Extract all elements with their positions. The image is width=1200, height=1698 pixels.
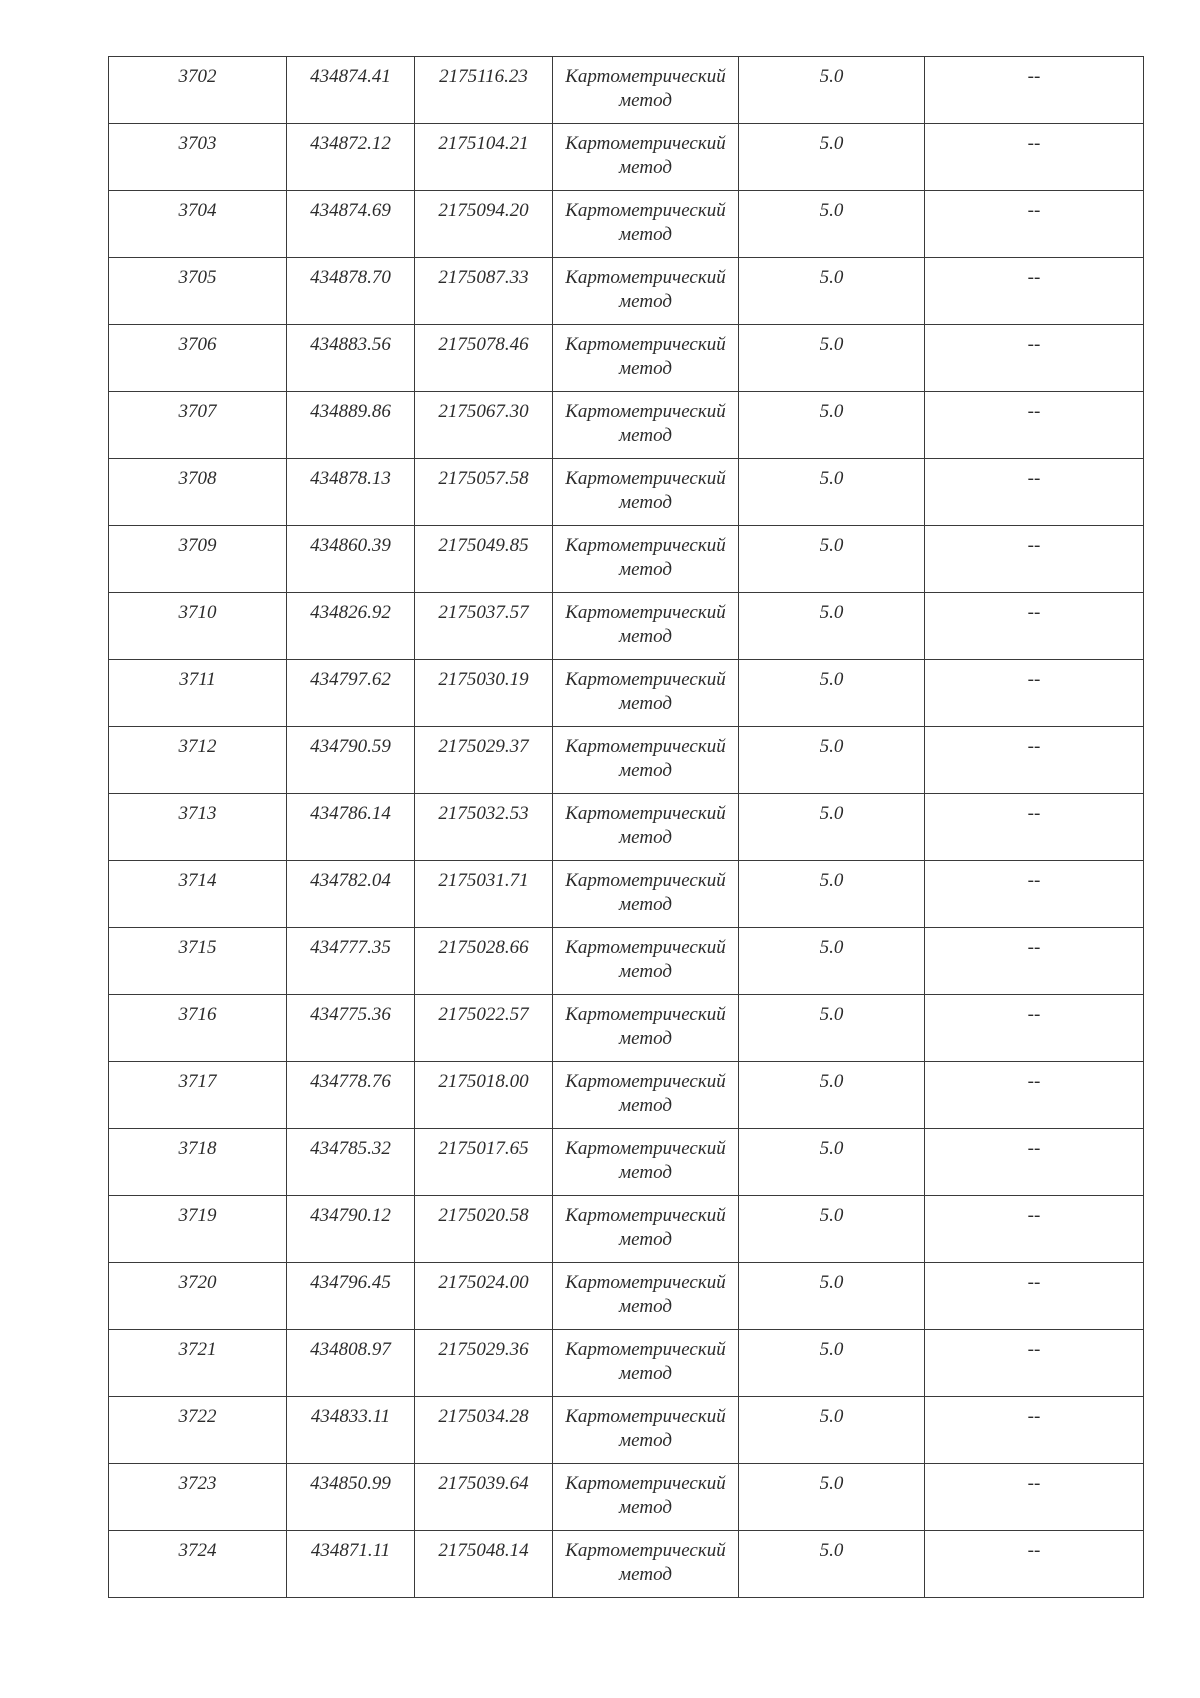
method-line-1: Картометрический	[565, 736, 726, 757]
y-coordinate-cell: 2175039.64	[415, 1464, 553, 1531]
accuracy-cell: 5.0	[739, 124, 925, 191]
y-coordinate-cell: 2175030.19	[415, 660, 553, 727]
point-number-cell: 3708	[109, 459, 287, 526]
accuracy-cell: 5.0	[739, 861, 925, 928]
x-coordinate-cell: 434796.45	[287, 1263, 415, 1330]
table-row	[109, 1062, 1144, 1129]
point-number-cell: 3706	[109, 325, 287, 392]
method-line-2: метод	[619, 425, 672, 446]
method-line-1: Картометрический	[565, 334, 726, 355]
method-line-2: метод	[619, 492, 672, 513]
y-coordinate-cell: 2175029.37	[415, 727, 553, 794]
table-row	[109, 392, 1144, 459]
method-line-1: Картометрический	[565, 401, 726, 422]
method-line-1: Картометрический	[565, 1473, 726, 1494]
y-coordinate-cell: 2175031.71	[415, 861, 553, 928]
method-line-2: метод	[619, 358, 672, 379]
y-coordinate-cell: 2175028.66	[415, 928, 553, 995]
table-row	[109, 861, 1144, 928]
description-cell: --	[925, 1062, 1144, 1129]
y-coordinate-cell: 2175022.57	[415, 995, 553, 1062]
table-row	[109, 928, 1144, 995]
method-line-1: Картометрический	[565, 1406, 726, 1427]
method-cell	[553, 727, 739, 794]
method-line-2: метод	[619, 1229, 672, 1250]
method-cell	[553, 861, 739, 928]
table-row	[109, 459, 1144, 526]
method-line-2: метод	[619, 626, 672, 647]
table-row	[109, 258, 1144, 325]
accuracy-cell: 5.0	[739, 1397, 925, 1464]
table-row	[109, 593, 1144, 660]
y-coordinate-cell: 2175017.65	[415, 1129, 553, 1196]
x-coordinate-cell: 434871.11	[287, 1531, 415, 1598]
point-number-cell: 3711	[109, 660, 287, 727]
y-coordinate-cell: 2175024.00	[415, 1263, 553, 1330]
y-coordinate-cell: 2175094.20	[415, 191, 553, 258]
description-cell: --	[925, 459, 1144, 526]
accuracy-cell: 5.0	[739, 1330, 925, 1397]
y-coordinate-cell: 2175104.21	[415, 124, 553, 191]
method-line-2: метод	[619, 1430, 672, 1451]
description-cell: --	[925, 258, 1144, 325]
y-coordinate-cell: 2175048.14	[415, 1531, 553, 1598]
method-line-2: метод	[619, 693, 672, 714]
method-line-1: Картометрический	[565, 602, 726, 623]
description-cell: --	[925, 1129, 1144, 1196]
method-line-1: Картометрический	[565, 1004, 726, 1025]
method-line-2: метод	[619, 760, 672, 781]
method-line-1: Картометрический	[565, 468, 726, 489]
x-coordinate-cell: 434790.59	[287, 727, 415, 794]
table-row	[109, 1531, 1144, 1598]
method-cell	[553, 1397, 739, 1464]
method-cell	[553, 1263, 739, 1330]
point-number-cell: 3703	[109, 124, 287, 191]
point-number-cell: 3723	[109, 1464, 287, 1531]
table-row	[109, 727, 1144, 794]
accuracy-cell: 5.0	[739, 928, 925, 995]
description-cell: --	[925, 325, 1144, 392]
method-line-2: метод	[619, 1296, 672, 1317]
x-coordinate-cell: 434786.14	[287, 794, 415, 861]
method-line-1: Картометрический	[565, 1272, 726, 1293]
table-body	[109, 57, 1144, 1598]
table-row	[109, 191, 1144, 258]
method-line-2: метод	[619, 1028, 672, 1049]
method-cell	[553, 258, 739, 325]
accuracy-cell: 5.0	[739, 526, 925, 593]
point-number-cell: 3714	[109, 861, 287, 928]
x-coordinate-cell: 434833.11	[287, 1397, 415, 1464]
x-coordinate-cell: 434878.13	[287, 459, 415, 526]
table-row	[109, 995, 1144, 1062]
accuracy-cell: 5.0	[739, 1062, 925, 1129]
method-cell	[553, 526, 739, 593]
description-cell: --	[925, 124, 1144, 191]
method-line-1: Картометрический	[565, 133, 726, 154]
description-cell: --	[925, 1330, 1144, 1397]
accuracy-cell: 5.0	[739, 1196, 925, 1263]
accuracy-cell: 5.0	[739, 459, 925, 526]
description-cell: --	[925, 794, 1144, 861]
y-coordinate-cell: 2175087.33	[415, 258, 553, 325]
x-coordinate-cell: 434850.99	[287, 1464, 415, 1531]
method-line-2: метод	[619, 224, 672, 245]
description-cell: --	[925, 660, 1144, 727]
y-coordinate-cell: 2175029.36	[415, 1330, 553, 1397]
accuracy-cell: 5.0	[739, 1129, 925, 1196]
point-number-cell: 3719	[109, 1196, 287, 1263]
description-cell: --	[925, 593, 1144, 660]
method-line-1: Картометрический	[565, 870, 726, 891]
y-coordinate-cell: 2175034.28	[415, 1397, 553, 1464]
y-coordinate-cell: 2175078.46	[415, 325, 553, 392]
description-cell: --	[925, 1531, 1144, 1598]
accuracy-cell: 5.0	[739, 1531, 925, 1598]
method-cell	[553, 1129, 739, 1196]
method-line-2: метод	[619, 1497, 672, 1518]
method-cell	[553, 325, 739, 392]
table-row	[109, 325, 1144, 392]
method-cell	[553, 1330, 739, 1397]
point-number-cell: 3715	[109, 928, 287, 995]
accuracy-cell: 5.0	[739, 325, 925, 392]
description-cell: --	[925, 392, 1144, 459]
method-line-2: метод	[619, 827, 672, 848]
description-cell: --	[925, 1397, 1144, 1464]
x-coordinate-cell: 434797.62	[287, 660, 415, 727]
method-line-2: метод	[619, 1162, 672, 1183]
method-cell	[553, 928, 739, 995]
y-coordinate-cell: 2175032.53	[415, 794, 553, 861]
method-line-2: метод	[619, 291, 672, 312]
table-row	[109, 1397, 1144, 1464]
method-line-1: Картометрический	[565, 267, 726, 288]
accuracy-cell: 5.0	[739, 258, 925, 325]
description-cell: --	[925, 1196, 1144, 1263]
table-row	[109, 57, 1144, 124]
method-cell	[553, 392, 739, 459]
method-cell	[553, 1464, 739, 1531]
method-line-2: метод	[619, 1564, 672, 1585]
accuracy-cell: 5.0	[739, 995, 925, 1062]
method-line-1: Картометрический	[565, 1540, 726, 1561]
method-line-1: Картометрический	[565, 1071, 726, 1092]
method-line-2: метод	[619, 1363, 672, 1384]
x-coordinate-cell: 434775.36	[287, 995, 415, 1062]
description-cell: --	[925, 995, 1144, 1062]
y-coordinate-cell: 2175037.57	[415, 593, 553, 660]
description-cell: --	[925, 861, 1144, 928]
method-line-2: метод	[619, 559, 672, 580]
y-coordinate-cell: 2175049.85	[415, 526, 553, 593]
point-number-cell: 3704	[109, 191, 287, 258]
method-line-1: Картометрический	[565, 66, 726, 87]
point-number-cell: 3720	[109, 1263, 287, 1330]
table-row	[109, 1196, 1144, 1263]
x-coordinate-cell: 434790.12	[287, 1196, 415, 1263]
method-line-1: Картометрический	[565, 1339, 726, 1360]
x-coordinate-cell: 434826.92	[287, 593, 415, 660]
method-line-2: метод	[619, 894, 672, 915]
table-row	[109, 794, 1144, 861]
description-cell: --	[925, 928, 1144, 995]
document-page	[108, 56, 1143, 1598]
point-number-cell: 3717	[109, 1062, 287, 1129]
table-row	[109, 1330, 1144, 1397]
method-cell	[553, 124, 739, 191]
description-cell: --	[925, 727, 1144, 794]
point-number-cell: 3702	[109, 57, 287, 124]
table-row	[109, 124, 1144, 191]
x-coordinate-cell: 434872.12	[287, 124, 415, 191]
x-coordinate-cell: 434878.70	[287, 258, 415, 325]
method-line-1: Картометрический	[565, 1138, 726, 1159]
x-coordinate-cell: 434778.76	[287, 1062, 415, 1129]
accuracy-cell: 5.0	[739, 1464, 925, 1531]
point-number-cell: 3718	[109, 1129, 287, 1196]
x-coordinate-cell: 434777.35	[287, 928, 415, 995]
method-line-2: метод	[619, 961, 672, 982]
method-line-1: Картометрический	[565, 669, 726, 690]
x-coordinate-cell: 434785.32	[287, 1129, 415, 1196]
method-cell	[553, 995, 739, 1062]
point-number-cell: 3721	[109, 1330, 287, 1397]
x-coordinate-cell: 434782.04	[287, 861, 415, 928]
point-number-cell: 3705	[109, 258, 287, 325]
table-row	[109, 660, 1144, 727]
method-line-2: метод	[619, 1095, 672, 1116]
point-number-cell: 3724	[109, 1531, 287, 1598]
method-cell	[553, 593, 739, 660]
y-coordinate-cell: 2175018.00	[415, 1062, 553, 1129]
table-row	[109, 1464, 1144, 1531]
x-coordinate-cell: 434883.56	[287, 325, 415, 392]
method-cell	[553, 1531, 739, 1598]
accuracy-cell: 5.0	[739, 191, 925, 258]
point-number-cell: 3709	[109, 526, 287, 593]
y-coordinate-cell: 2175020.58	[415, 1196, 553, 1263]
method-cell	[553, 191, 739, 258]
point-number-cell: 3712	[109, 727, 287, 794]
accuracy-cell: 5.0	[739, 794, 925, 861]
point-number-cell: 3713	[109, 794, 287, 861]
method-cell	[553, 1062, 739, 1129]
accuracy-cell: 5.0	[739, 727, 925, 794]
y-coordinate-cell: 2175116.23	[415, 57, 553, 124]
point-number-cell: 3710	[109, 593, 287, 660]
method-cell	[553, 660, 739, 727]
point-number-cell: 3716	[109, 995, 287, 1062]
method-line-1: Картометрический	[565, 200, 726, 221]
point-number-cell: 3707	[109, 392, 287, 459]
table-row	[109, 1263, 1144, 1330]
table-row	[109, 1129, 1144, 1196]
accuracy-cell: 5.0	[739, 593, 925, 660]
x-coordinate-cell: 434860.39	[287, 526, 415, 593]
description-cell: --	[925, 191, 1144, 258]
y-coordinate-cell: 2175067.30	[415, 392, 553, 459]
point-number-cell: 3722	[109, 1397, 287, 1464]
accuracy-cell: 5.0	[739, 57, 925, 124]
method-line-1: Картометрический	[565, 535, 726, 556]
method-cell	[553, 57, 739, 124]
description-cell: --	[925, 57, 1144, 124]
table-row	[109, 526, 1144, 593]
method-cell	[553, 459, 739, 526]
method-line-1: Картометрический	[565, 937, 726, 958]
method-line-1: Картометрический	[565, 803, 726, 824]
method-line-1: Картометрический	[565, 1205, 726, 1226]
x-coordinate-cell: 434808.97	[287, 1330, 415, 1397]
method-line-2: метод	[619, 157, 672, 178]
y-coordinate-cell: 2175057.58	[415, 459, 553, 526]
x-coordinate-cell: 434874.41	[287, 57, 415, 124]
method-cell	[553, 1196, 739, 1263]
description-cell: --	[925, 1464, 1144, 1531]
method-line-2: метод	[619, 90, 672, 111]
x-coordinate-cell: 434889.86	[287, 392, 415, 459]
description-cell: --	[925, 526, 1144, 593]
accuracy-cell: 5.0	[739, 660, 925, 727]
coordinates-table	[108, 56, 1144, 1598]
method-cell	[553, 794, 739, 861]
x-coordinate-cell: 434874.69	[287, 191, 415, 258]
accuracy-cell: 5.0	[739, 392, 925, 459]
description-cell: --	[925, 1263, 1144, 1330]
accuracy-cell: 5.0	[739, 1263, 925, 1330]
